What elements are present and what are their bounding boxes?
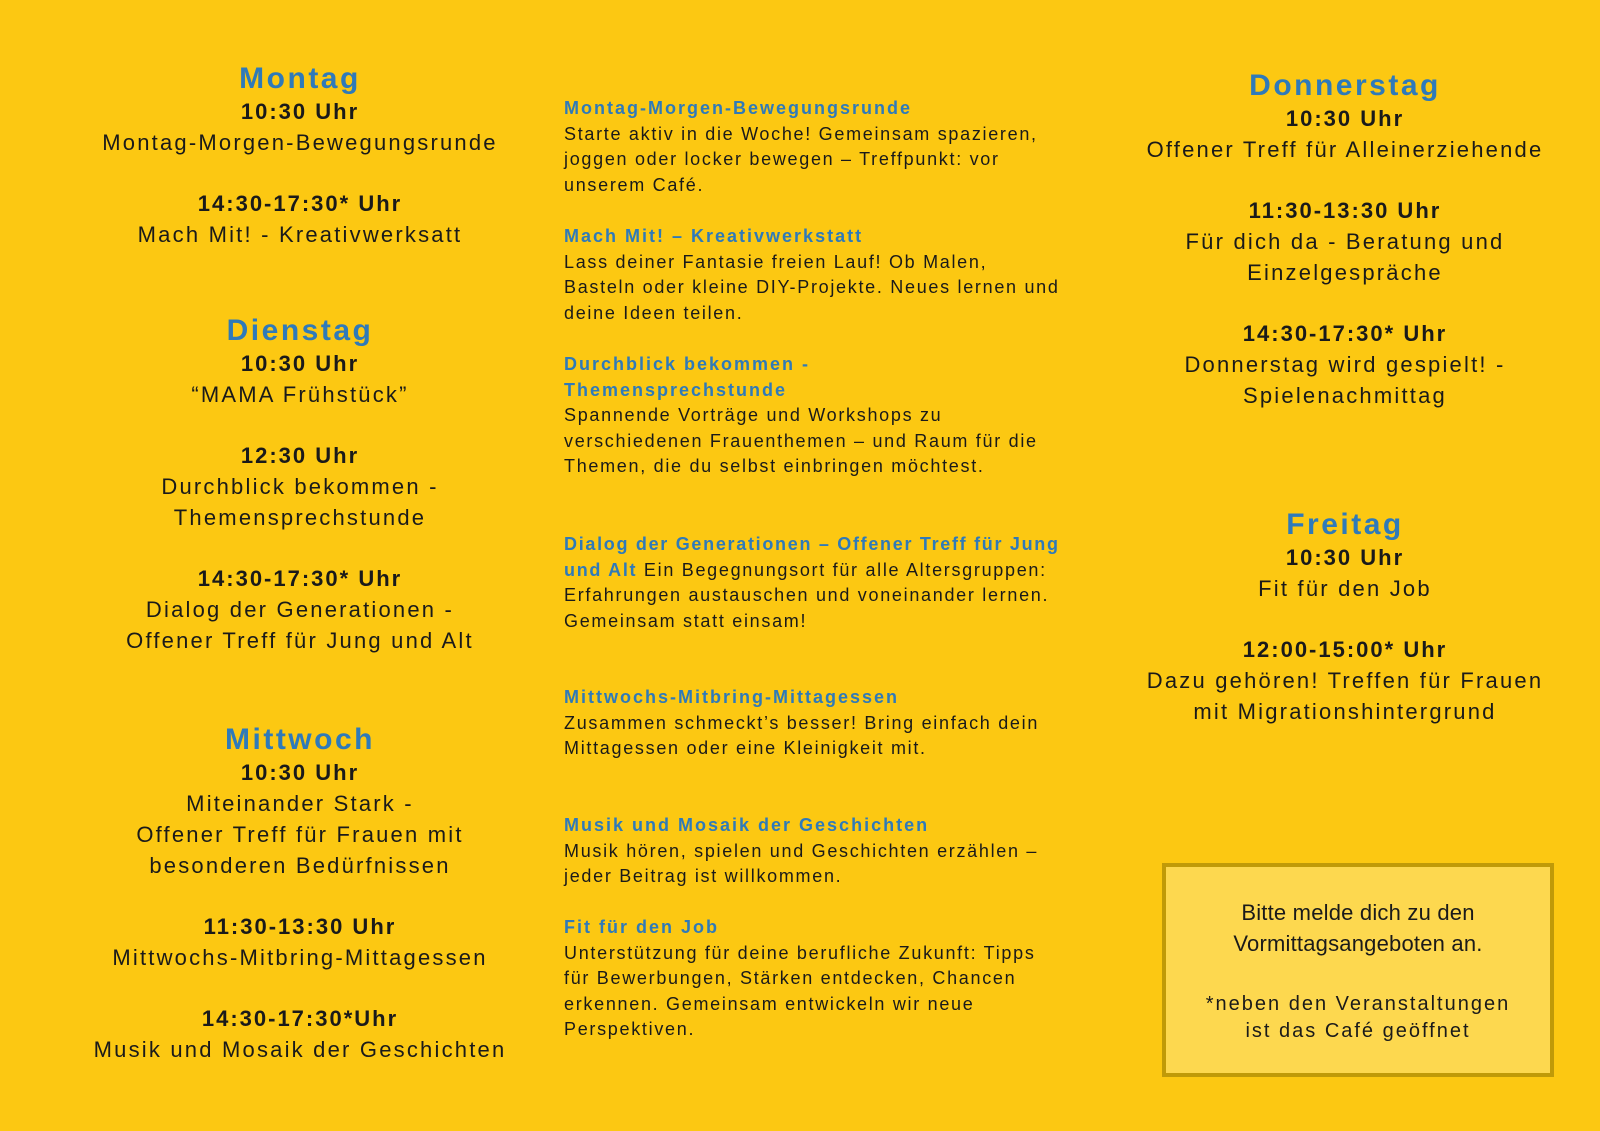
description-title: Montag-Morgen-Bewegungsrunde	[564, 98, 912, 118]
slot-time: 12:30 Uhr	[240, 443, 360, 468]
slot-title: Für dich da - Beratung und Einzelgespräche	[1185, 229, 1505, 285]
registration-notice: Bitte melde dich zu den Vormittagsangeboten an.	[1233, 900, 1483, 956]
slot-title: Dazu gehören! Treffen für Frauen mit Migrationshintergrund	[1146, 668, 1544, 724]
schedule-slot	[1110, 104, 1580, 165]
description-title: Mach Mit! – Kreativwerkstatt	[564, 226, 864, 246]
slot-time: 11:30-13:30 Uhr	[1248, 198, 1442, 223]
description-item	[564, 224, 1064, 326]
slot-title: Miteinander Stark - Offener Treff für Frauen mit besonderen Bedürfnissen	[136, 791, 464, 878]
slot-title: Offener Treff für Alleinerziehende	[1146, 137, 1544, 162]
description-text: Ein Begegnungsort für alle Altersgruppen: Erfahrungen austauschen und voneinander lernen. Gemeinsam statt einsam!	[564, 559, 1050, 631]
slot-title: “MAMA Frühstück”	[191, 382, 409, 407]
description-title: Mittwochs-Mitbring-Mittagessen	[564, 687, 899, 707]
schedule-slot	[60, 349, 540, 410]
slot-time: 14:30-17:30* Uhr	[197, 566, 403, 591]
schedule-slot	[60, 441, 540, 533]
description-title: Dialog der Generationen – Offener Treff für Jung und Alt	[564, 534, 1060, 580]
schedule-slot	[1110, 196, 1580, 288]
schedule-slot	[1110, 319, 1580, 411]
schedule-slot	[60, 189, 540, 250]
description-item	[564, 685, 1064, 762]
schedule-slot	[1110, 635, 1580, 727]
day-heading: Donnerstag	[1249, 69, 1441, 102]
day-heading: Dienstag	[226, 314, 374, 347]
cafe-notice: *neben den Veranstaltungen ist das Café geöffnet	[1205, 993, 1511, 1042]
day-heading: Freitag	[1286, 508, 1404, 541]
schedule-slot	[60, 97, 540, 158]
slot-title: Montag-Morgen-Bewegungsrunde	[102, 130, 498, 155]
description-text: Lass deiner Fantasie freien Lauf! Ob Malen, Basteln oder kleine DIY-Projekte. Neues lernen und deine Ideen teilen.	[564, 251, 1060, 323]
notice-box	[1162, 863, 1554, 1077]
day-wednesday	[60, 722, 540, 1065]
description-title: Fit für den Job	[564, 917, 719, 937]
description-item	[564, 813, 1064, 890]
slot-time: 10:30 Uhr	[240, 760, 360, 785]
slot-title: Fit für den Job	[1258, 576, 1432, 601]
description-item	[564, 352, 1064, 480]
description-item	[564, 532, 1064, 634]
description-text: Musik hören, spielen und Geschichten erzählen – jeder Beitrag ist willkommen.	[564, 840, 1039, 886]
slot-time: 12:00-15:00* Uhr	[1242, 637, 1448, 662]
slot-time: 11:30-13:30 Uhr	[203, 914, 397, 939]
slot-time: 10:30 Uhr	[1285, 545, 1405, 570]
day-heading: Mittwoch	[225, 723, 375, 756]
slot-title: Donnerstag wird gespielt! - Spielenachmittag	[1184, 352, 1506, 408]
description-text: Spannende Vorträge und Workshops zu verschiedenen Frauenthemen – und Raum für die Themen, die du selbst einbringen möchtest.	[564, 405, 1038, 476]
day-thursday	[1110, 68, 1580, 411]
description-paragraph	[564, 532, 1064, 634]
description-item	[564, 915, 1064, 1043]
day-friday	[1110, 507, 1580, 727]
slot-title: Durchblick bekommen - Themensprechstunde	[161, 474, 439, 530]
description-title: Musik und Mosaik der Geschichten	[564, 815, 930, 835]
schedule-slot	[60, 564, 540, 656]
slot-title: Musik und Mosaik der Geschichten	[93, 1037, 507, 1062]
slot-title: Mittwochs-Mitbring-Mittagessen	[112, 945, 488, 970]
description-text: Unterstützung für deine berufliche Zukunft: Tipps für Bewerbungen, Stärken entdecken, Chancen erkennen. Gemeinsam entwickeln wir neue Perspektiven.	[564, 942, 1036, 1039]
day-tuesday	[60, 313, 540, 656]
slot-title: Mach Mit! - Kreativwerksatt	[137, 222, 463, 247]
schedule-slot	[60, 1004, 540, 1065]
description-text: Starte aktiv in die Woche! Gemeinsam spazieren, joggen oder locker bewegen – Treffpunkt: vor unserem Café.	[564, 123, 1038, 195]
slot-time: 10:30 Uhr	[1285, 106, 1405, 131]
description-item	[564, 96, 1064, 198]
schedule-slot	[1110, 543, 1580, 604]
description-title: Durchblick bekommen - Themensprechstunde	[564, 354, 811, 400]
day-heading: Montag	[239, 62, 361, 95]
slot-time: 14:30-17:30* Uhr	[197, 191, 403, 216]
description-text: Zusammen schmeckt’s besser! Bring einfach dein Mittagessen oder eine Kleinigkeit mit.	[564, 712, 1040, 758]
schedule-slot	[60, 758, 540, 881]
day-monday	[60, 61, 540, 250]
slot-time: 14:30-17:30*Uhr	[201, 1006, 399, 1031]
slot-time: 14:30-17:30* Uhr	[1242, 321, 1448, 346]
slot-title: Dialog der Generationen - Offener Treff für Jung und Alt	[126, 597, 474, 653]
slot-time: 10:30 Uhr	[240, 99, 360, 124]
slot-time: 10:30 Uhr	[240, 351, 360, 376]
schedule-slot	[60, 912, 540, 973]
